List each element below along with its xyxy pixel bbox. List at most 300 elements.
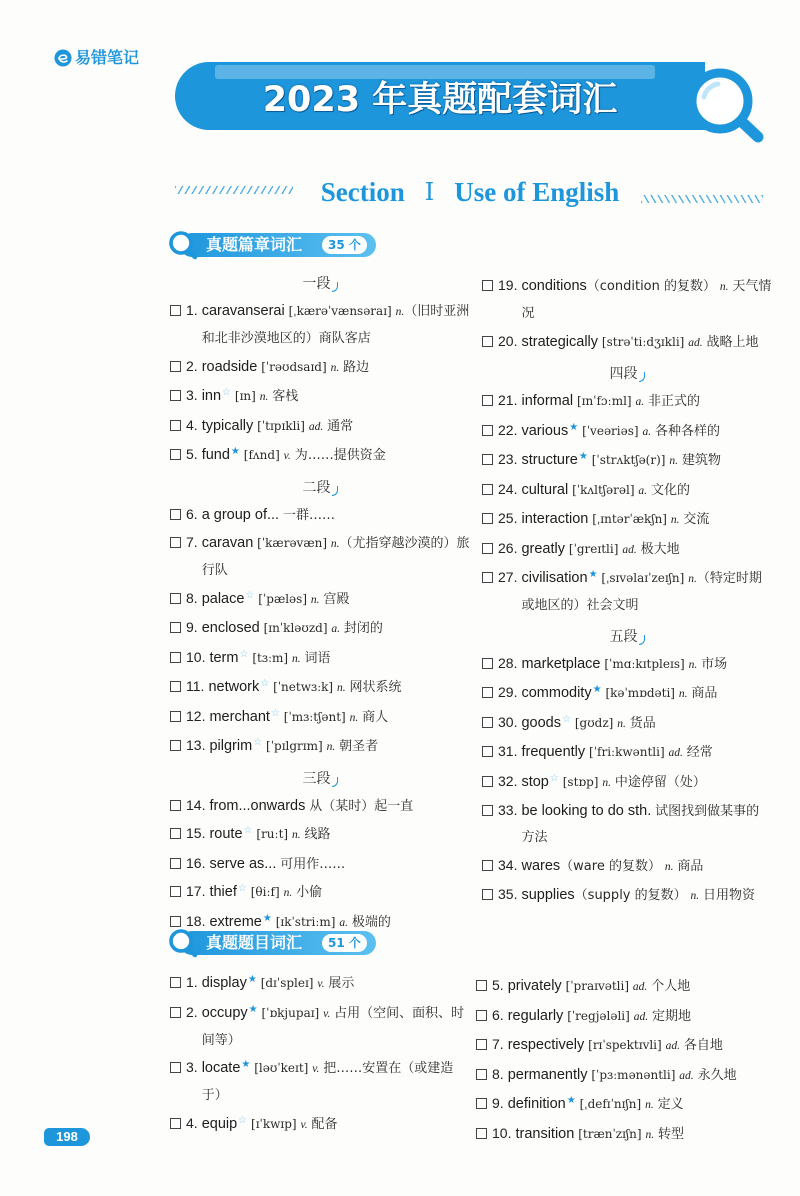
vocab-entry [170,1000,470,1053]
entry-body [521,710,772,737]
entry-meaning: 从（某时）起一直 [309,798,414,814]
checkbox[interactable] [170,1118,181,1129]
vocab-entry [170,413,470,440]
entry-body [508,1062,772,1089]
star-outline-icon [253,737,262,748]
entry-word: serve as... [209,855,277,872]
checkbox[interactable] [482,889,493,900]
entry-phonetic: [ˈstrʌktʃə(r)] [591,453,666,467]
entry-word: pilgrim [209,738,253,754]
checkbox[interactable] [170,390,181,401]
entry-pos: ad. [633,1010,649,1023]
vocab-entry [482,329,772,356]
entry-word: privately [507,978,562,994]
vocab-entry [476,1032,772,1059]
entry-meaning: 词语 [304,650,331,666]
star-solid-icon [579,451,588,462]
entry-pos: ad. [622,543,637,556]
vocab-entry [482,882,772,909]
checkbox[interactable] [482,717,493,728]
entry-phonetic: [ˈgreɪtli] [568,541,619,556]
entry-number: 15. [186,825,206,841]
vocab-entry [170,879,470,906]
entry-body [209,704,470,731]
vocab-entry [476,1121,772,1148]
entry-body [209,851,470,877]
checkbox[interactable] [170,1062,181,1073]
column-right [482,273,772,912]
checkbox[interactable] [476,1098,487,1109]
entry-phonetic: [ˈpɜːmənəntli] [591,1067,676,1082]
entry-word: structure [521,452,578,468]
entry-word: occupy [201,1004,248,1021]
checkbox[interactable] [170,828,181,839]
entry-number: 23. [498,451,518,467]
checkbox[interactable] [170,593,181,604]
entry-phonetic: [ˌsɪvəlaɪˈzeɪʃn] [601,571,685,585]
entry-pos: a. [642,425,652,438]
entry-note: （supply 的复数） [574,888,687,903]
entry-phonetic: [ˈpraɪvətli] [565,979,630,993]
entry-pos: n. [283,887,293,899]
star-outline-icon [238,1115,247,1126]
entry-meaning: 试图找到做某事的方法 [521,804,760,845]
entry-number: 17. [186,883,206,899]
star-solid-icon [569,422,578,433]
entry-pos: n. [349,711,359,724]
entry-body [202,354,470,381]
entry-meaning: 占用（空间、面积、时间等） [201,1005,465,1048]
entry-word: from...onwards [209,797,306,814]
entry-number: 27. [498,569,518,585]
vocab-entry [482,506,772,533]
paragraph-heading: 五段 [482,621,772,651]
entry-number: 28. [498,654,518,671]
group-title: 真题题目词汇 [206,933,303,952]
entry-pos: ad. [688,336,703,349]
entry-phonetic: [ˈrəʊdsaɪd] [261,359,327,374]
entry-meaning: 朝圣者 [339,739,379,754]
star-outline-icon [244,825,253,836]
entry-word: commodity [521,685,592,701]
entry-phonetic: [ˈregjələli] [567,1008,630,1023]
section-heading [280,174,660,210]
entry-body [209,821,470,848]
group-header-passage [168,230,378,260]
entry-phonetic: [ˈnetwɜːk] [273,680,334,694]
entry-meaning: （特定时期或地区的）社会文明 [521,571,762,613]
checkbox[interactable] [482,454,493,465]
entry-number: 12. [186,707,206,724]
entry-number: 5. [492,977,504,993]
entry-word: supplies [521,887,575,903]
entry-phonetic: [stɒp] [562,774,599,789]
entry-meaning: 小偷 [296,885,323,900]
entry-pos: ad. [308,420,324,433]
checkbox[interactable] [482,746,493,757]
entry-body [521,739,772,766]
entry-word: roadside [201,358,258,375]
entry-phonetic: [ˈtɪpɪkli] [257,418,305,433]
checkbox[interactable] [476,1069,487,1080]
entry-pos: v. [323,1007,331,1020]
star-solid-icon [263,913,272,924]
vocab-entry [482,769,772,796]
section-numeral: Ⅰ [424,178,435,206]
entry-number: 3. [186,1059,198,1075]
checkbox[interactable] [482,543,493,554]
magnifier-icon [678,64,768,144]
entry-body [521,798,772,850]
checkbox[interactable] [170,622,181,633]
entry-pos: n. [330,361,340,374]
entry-meaning: （尤指穿越沙漠的）旅行队 [201,536,470,578]
entry-pos: n. [690,890,700,902]
entry-number: 19. [498,277,518,293]
entry-body [202,1000,470,1053]
entry-number: 11. [186,678,205,694]
entry-meaning: 展示 [328,976,355,991]
entry-phonetic: [tɜːm] [252,650,289,665]
entry-meaning: 配备 [311,1116,338,1132]
checkbox[interactable] [170,449,181,460]
checkbox[interactable] [170,420,181,431]
star-solid-icon [593,684,602,695]
entry-word: civilisation [521,570,588,586]
entry-word: merchant [209,708,270,725]
entry-number: 2. [186,1003,198,1020]
entry-number: 18. [186,912,206,929]
entry-pos: ad. [679,1069,694,1082]
entry-body [521,447,772,474]
entry-body [202,1055,470,1108]
checkbox[interactable] [170,305,181,316]
vocab-entry [170,1055,470,1108]
entry-pos: n. [291,829,301,841]
entry-word: cultural [521,481,569,498]
star-outline-icon [222,387,231,398]
entry-number: 3. [186,387,198,403]
entry-phonetic: [ləʊˈkeɪt] [254,1061,309,1075]
entry-phonetic: [ˌdefɪˈnɪʃn] [579,1097,642,1111]
entry-phonetic: [ˈɒkjupaɪ] [261,1005,320,1020]
entry-word: caravan [201,535,254,551]
entry-pos: n. [291,652,301,665]
entry-pos: a. [635,396,645,408]
entry-pos: ad. [632,981,648,993]
entry-number: 20. [498,332,518,349]
checkbox[interactable] [482,776,493,787]
count-badge: 51 个 [322,934,367,952]
magnifier-icon [168,230,198,260]
star-outline-icon [550,773,559,784]
entry-body [521,536,772,563]
entry-meaning: 建筑物 [681,453,721,468]
entry-pos: a. [339,916,348,929]
paragraph-heading: 二段 [170,472,470,502]
logo-icon [54,49,72,67]
vocab-entry [170,442,470,469]
entry-word: stop [521,773,549,790]
entry-body [521,853,772,880]
star-outline-icon [238,883,247,894]
entry-meaning: 经常 [686,745,713,760]
entry-word: conditions [521,278,587,294]
checkbox[interactable] [170,740,181,751]
entry-meaning: 中途停留（处） [614,774,706,790]
entry-number: 35. [498,886,518,902]
checkbox[interactable] [482,425,493,436]
entry-meaning: 个人地 [651,979,691,994]
entry-meaning: 商品 [677,858,704,874]
entry-meaning: 通常 [327,418,354,434]
paragraph-heading: 三段 [170,763,470,793]
entry-word: inn [201,388,222,404]
entry-meaning: 非正式的 [648,394,701,409]
entry-number: 6. [186,505,198,522]
entry-body [521,651,772,678]
entry-number: 26. [498,539,518,556]
column-left [170,970,470,1140]
checkbox[interactable] [170,800,181,811]
paragraph-heading: 四段 [482,358,772,388]
entry-word: frequently [521,744,586,760]
entry-word: transition [515,1125,575,1142]
checkbox[interactable] [482,658,493,669]
entry-pos: a. [331,623,341,635]
entry-phonetic: [ɪnˈfɔːml] [576,394,632,408]
vocab-entry [170,383,470,410]
entry-number: 16. [186,854,206,871]
entry-number: 14. [186,796,206,813]
checkbox[interactable] [170,858,181,869]
star-outline-icon [260,678,269,689]
magnifier-icon [168,928,198,958]
checkbox[interactable] [482,484,493,495]
checkbox[interactable] [170,509,181,520]
entry-phonetic: [strəˈtiːdʒɪkli] [601,334,685,349]
entry-meaning: 日用物资 [703,888,756,903]
entry-meaning: 把……安置在（或建造于） [201,1061,454,1103]
entry-word: extreme [209,913,262,930]
star-outline-icon [239,649,248,660]
star-solid-icon [241,1059,250,1070]
entry-note: （ware 的复数） [560,858,661,874]
entry-number: 4. [186,1114,198,1131]
entry-pos: ad. [665,1040,680,1052]
entry-word: various [521,422,569,439]
entry-pos: n. [310,593,320,606]
entry-body [209,793,470,819]
count-badge: 35 个 [322,236,367,254]
vocab-entry [170,793,470,819]
entry-meaning: 交流 [683,512,710,527]
entry-number: 9. [492,1095,504,1111]
entry-body [202,442,470,469]
checkbox[interactable] [476,1128,487,1139]
entry-word: thief [209,884,237,900]
checkbox[interactable] [482,336,493,347]
entry-body [202,383,470,410]
checkbox[interactable] [170,977,181,988]
entry-word: marketplace [521,655,601,672]
entry-body [515,1121,772,1148]
vocab-entry [482,273,772,326]
checkbox[interactable] [476,980,487,991]
page-title: 2023 年真题配套词汇 [262,80,618,120]
entry-word: permanently [507,1066,588,1083]
entry-meaning: 封闭的 [343,621,383,636]
entry-phonetic: [ˈkærəvæn] [257,536,328,550]
entry-word: locate [201,1060,241,1076]
entry-body [521,477,772,504]
entry-word: enclosed [201,620,260,636]
entry-word: caravanserai [201,303,285,319]
entry-word: definition [507,1096,566,1112]
checkbox[interactable] [482,687,493,698]
group-header-questions [168,928,378,958]
entry-phonetic: [ɪn] [234,389,256,403]
title-banner [175,62,705,130]
entry-phonetic: [kəˈmɒdəti] [605,686,675,700]
entry-word: respectively [507,1037,585,1053]
entry-phonetic: [ɪkˈstriːm] [275,914,336,929]
entry-number: 31. [498,743,518,759]
vocab-entry [482,710,772,737]
entry-meaning: 各种各样的 [654,423,720,439]
star-solid-icon [231,446,240,457]
entry-word: a group of... [201,506,280,523]
entry-phonetic: [ˈkʌltʃərəl] [572,482,635,497]
checkbox[interactable] [170,916,181,927]
vocab-entry [476,1091,772,1118]
entry-pos: n. [645,1099,654,1111]
vocab-entry [170,354,470,381]
entry-pos: n. [688,658,698,671]
entry-body [521,680,772,707]
entry-pos: n. [602,776,611,789]
entry-word: route [209,826,243,842]
column-left [170,268,470,938]
vocab-entry [482,447,772,474]
entry-word: equip [201,1115,238,1132]
entry-number: 5. [186,446,198,462]
entry-word: regularly [507,1007,564,1024]
entry-pos: n. [259,391,269,403]
checkbox[interactable] [482,572,493,583]
entry-pos: n. [678,688,688,700]
entry-meaning: 线路 [304,827,331,842]
section-label: Section [320,177,405,207]
vocab-entry [170,530,470,583]
entry-body [202,298,470,351]
entry-body [202,586,470,613]
checkbox[interactable] [170,681,181,692]
entry-meaning: 可用作…… [280,856,346,872]
checkbox[interactable] [482,280,493,291]
entry-body [202,530,470,583]
entry-meaning: 定期地 [651,1008,691,1024]
checkbox[interactable] [482,805,493,816]
checkbox[interactable] [482,860,493,871]
entry-number: 29. [498,684,518,700]
entry-word: term [209,649,239,666]
entry-body [521,565,772,618]
entry-meaning: 一群…… [282,507,335,523]
entry-meaning: 天气情况 [521,279,772,321]
entry-pos: n. [670,514,680,526]
entry-number: 1. [186,302,198,318]
vocab-entry [170,298,470,351]
checkbox[interactable] [482,395,493,406]
entry-meaning: 为……提供资金 [294,448,386,463]
checkbox[interactable] [170,361,181,372]
vocab-entry [170,970,470,997]
vocab-entry [170,674,470,701]
entry-number: 21. [498,392,518,408]
entry-body [508,1032,772,1059]
entry-number: 10. [186,648,206,665]
paragraph-heading: 一段 [170,268,470,298]
entry-meaning: 定义 [657,1097,684,1112]
section-name: Use of English [454,177,620,207]
entry-word: goods [521,714,561,731]
entry-phonetic: [ɪnˈkləʊzd] [263,621,328,635]
entry-meaning: 商品 [691,686,718,701]
entry-body [209,733,470,760]
checkbox[interactable] [170,886,181,897]
entry-body [508,1091,772,1118]
entry-word: informal [521,393,574,409]
checkbox[interactable] [476,1010,487,1021]
entry-pos: v. [317,978,325,990]
star-solid-icon [589,569,598,580]
column-right [476,973,772,1150]
entry-pos: ad. [668,747,683,759]
entry-meaning: 极端的 [351,914,391,930]
entry-number: 8. [492,1065,504,1082]
entry-word: interaction [521,511,589,527]
vocab-entry [476,973,772,1000]
entry-meaning: 各自地 [683,1038,723,1053]
entry-body [508,1003,772,1030]
vocab-entry [170,704,470,731]
checkbox[interactable] [170,652,181,663]
vocab-entry [170,586,470,613]
star-solid-icon [248,974,257,985]
entry-body [209,879,470,906]
entry-number: 34. [498,856,518,873]
checkbox[interactable] [482,513,493,524]
entry-meaning: 客栈 [272,389,299,404]
entry-word: strategically [521,333,599,350]
vocab-entry [482,651,772,678]
checkbox[interactable] [170,1007,181,1018]
entry-phonetic: [ˈfriːkwəntli] [589,745,665,759]
entry-phonetic: [ˈmɑːkɪtpleɪs] [604,656,685,671]
vocab-entry [170,821,470,848]
checkbox[interactable] [476,1039,487,1050]
entry-pos: n. [664,860,674,873]
checkbox[interactable] [170,537,181,548]
entry-phonetic: [θiːf] [250,885,280,899]
entry-number: 7. [186,534,198,550]
star-outline-icon [271,708,280,719]
entry-word: network [208,679,260,695]
checkbox[interactable] [170,711,181,722]
entry-body [521,388,772,415]
entry-number: 24. [498,480,518,497]
